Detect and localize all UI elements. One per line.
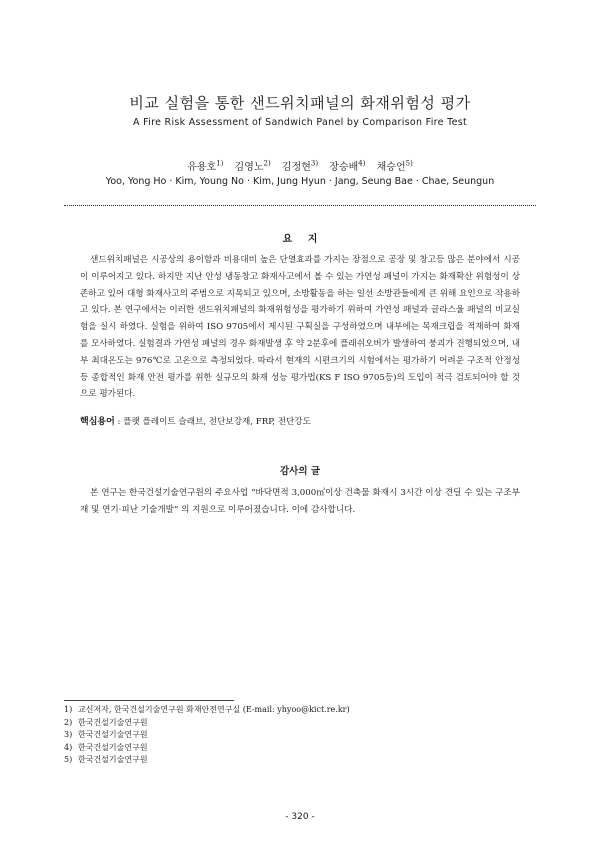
author-name: 김정현 [281,162,311,173]
author-footnote-mark: 5) [405,159,413,168]
footnote-mark: 1) [64,705,73,714]
keywords-label: 핵심용어 [80,417,115,427]
author-footnote-mark: 2) [263,159,271,168]
paper-title-korean: 비교 실험을 통한 샌드위치패널의 화재위험성 평가 [129,94,471,112]
footnote-text: 한국건설기술연구원 [78,717,148,727]
footnote-mark: 3) [64,730,73,739]
author-name: 채승언 [376,162,406,173]
footnote-mark: 4) [64,742,73,752]
footnote-list [64,704,544,767]
acknowledgement-heading: 감사의 글 [279,466,320,477]
footnote-item [64,729,544,742]
keywords-line [80,414,520,427]
abstract-heading: 요 지 [282,234,318,245]
author-name: 장승배 [329,162,359,173]
footnote-text: 한국건설기술연구원 [78,742,148,752]
footnote-item [64,717,544,730]
author-name: 유용호 [187,162,217,173]
paper-title-english: A Fire Risk Assessment of Sandwich Panel by Comparison Fire Test [132,117,468,128]
footnote-text: 한국건설기술연구원 [78,730,148,739]
footnote-text: 교신저자, 한국건설기술연구원 화재안전연구실 (E-mail: yhyoo@kict.re.kr) [78,705,350,714]
footnote-mark: 2) [64,717,73,727]
acknowledgement-body: 본 연구는 한국건설기술연구원의 주요사업 “바닥면적 3,000㎡이상 건축물 화재시 3시간 이상 견딜 수 있는 구조부재 및 연기·피난 기술개발” 의 지원으로 이루어졌습니다. 이에 감사합니다. [80,488,520,515]
abstract-body: 샌드위치패널은 시공상의 용이함과 비용대비 높은 단열효과를 가지는 장점으로 공장 및 창고등 많은 분야에서 시공이 이루어지고 있다. 하지만 지난 안성 냉동창고 화재사고에서 볼 수 있는 가연성 패널이 가지는 화재확산 위험성이 상존하고 있어 대형 화재사고의 주범으로 지목되고 있으며, 소방활동을 하는 일선 소방관들에게 큰 위해 요인으로 작용하고 있다. 본 연구에서는 이러한 샌드위치패널의 화재위험성을 평가하기 위하여 가연성 패널과 글라스울 패널의 비교실험을 실시 하였다. 실험을 위하여 ISO 9705에서 제시된 구획실을 구성하였으며 내부에는 목재크립을 적재하여 화재를 모사하였다. 실험결과 가연성 패널의 경우 화재발생 후 약 2분후에 플래쉬오버가 발생하여 붕괴가 진행되었으며, 내부 최대온도는 976℃로 고온으로 측정되었다. 따라서 현재의 시편크기의 시험에서는 평가하기 어려운 구조적 안정성등 종합적인 화재 안전 평가를 위한 실규모의 화재 성능 평가법(KS F ISO 9705등)의 도입이 적극 검토되어야 할 것으로 평가된다. [80,255,520,400]
author-list-korean [0,158,600,173]
footnote-item [64,704,544,717]
footnote-text: 한국건설기술연구원 [78,755,148,764]
author-list-english: Yoo, Yong Ho · Kim, Young No · Kim, Jung Hyun · Jang, Seung Bae · Chae, Seungun [105,176,495,187]
section-divider [64,205,536,206]
author-footnote-mark: 3) [310,159,319,168]
keywords-text: : 플랫 플레이트 슬래브, 전단보강재, FRP, 전단강도 [117,417,311,427]
author-footnote-mark: 1) [216,159,224,168]
footnote-rule [64,700,234,701]
author-footnote-mark: 4) [358,159,366,168]
page-number: - 320 - [285,812,315,822]
footnote-mark: 5) [64,755,73,764]
footnote-item [64,742,544,755]
footnote-item [64,754,544,767]
author-name: 김영노 [234,162,264,173]
